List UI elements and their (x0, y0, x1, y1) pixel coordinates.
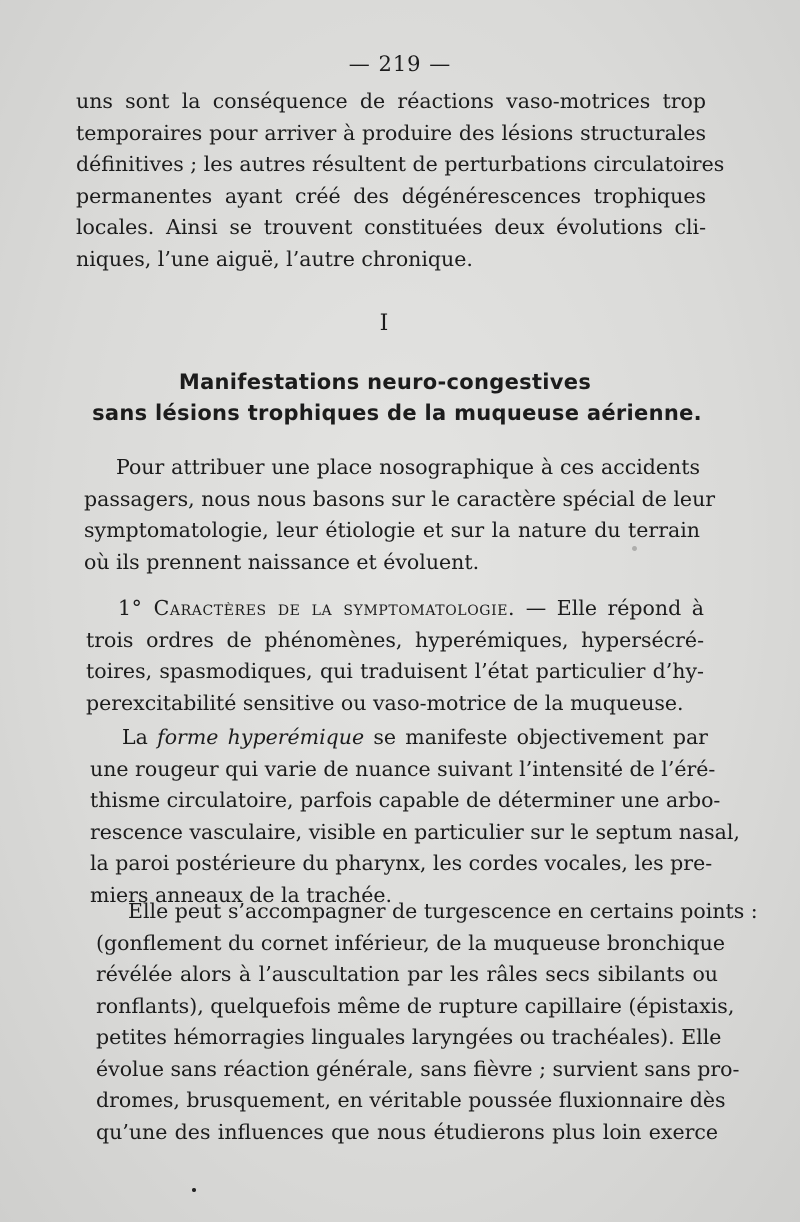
text-line: toires, spasmodiques, qui traduisent l’état particulier d’hy- (86, 659, 704, 683)
text-line: miers anneaux de la trachée. (90, 882, 393, 907)
text-line: temporaires pour arriver à produire des lésions structurales (76, 120, 706, 145)
text-line: où ils prennent naissance et évoluent. (84, 549, 480, 574)
section-title-line-1: Manifestations neuro-congestives (178, 370, 592, 394)
text-line: Elle peut s’accompagner de turgescence en certains points : (128, 899, 758, 923)
text-line: dromes, brusquement, en véritable poussée fluxionnaire dès (96, 1088, 726, 1112)
text-line: niques, l’une aiguë, l’autre chronique. (76, 246, 473, 271)
ink-spot (192, 1188, 196, 1192)
paragraph-nosography (84, 452, 716, 578)
intro-paragraph (76, 86, 725, 275)
text-line: passagers, nous nous basons sur le caractère spécial de leur (84, 486, 716, 511)
text-line: rescence vasculaire, visible en particulier sur le septum nasal, (90, 819, 740, 844)
text-line: thisme circulatoire, parfois capable de déterminer une arbo- (90, 788, 721, 812)
subsection-heading: 1° Caractères de la symptomatologie. (118, 596, 516, 620)
text-line: définitives ; les autres résultent de perturbations circulatoires (76, 152, 725, 176)
text-line (90, 722, 708, 754)
text-line: qu’une des influences que nous étudierons plus loin exerce (96, 1119, 718, 1144)
text-line: uns sont la conséquence de réactions vaso-motrices trop (76, 89, 706, 113)
text-line: locales. Ainsi se trouvent constituées deux évolutions cli- (76, 215, 706, 239)
text-line (86, 593, 704, 625)
section-numeral: I (379, 311, 389, 336)
text-line: Pour attribuer une place nosographique à ces accidents (116, 455, 700, 479)
text-line: ronflants), quelquefois même de rupture capillaire (épistaxis, (96, 993, 735, 1018)
text-line: symptomatologie, leur étiologie et sur la nature du terrain (84, 518, 700, 542)
section-title-line-2: sans lésions trophiques de la muqueuse aérienne. (92, 401, 702, 425)
page-number: — 219 — (348, 52, 452, 76)
paragraph-hyperemic-form (90, 722, 740, 911)
paragraph-symptomatology (86, 593, 704, 719)
text-line: petites hémorragies linguales laryngées ou trachéales). Elle (96, 1025, 722, 1049)
paragraph-turgescence (96, 896, 758, 1148)
text-line: (gonflement du cornet inférieur, de la muqueuse bronchique (96, 930, 726, 955)
text-line: trois ordres de phénomènes, hyperémiques, hypersécré- (86, 627, 704, 652)
text-fragment: — Elle répond à (515, 596, 704, 620)
ink-spot (632, 546, 637, 551)
text-line: la paroi postérieure du pharynx, les cordes vocales, les pre- (90, 851, 713, 875)
text-fragment: La (122, 725, 158, 749)
text-line: perexcitabilité sensitive ou vaso-motrice de la muqueuse. (86, 690, 684, 715)
text-line: révélée alors à l’auscultation par les râles secs sibilants ou (96, 962, 718, 986)
italic-term: forme hyperémique (157, 725, 365, 749)
text-line: permanentes ayant créé des dégénérescences trophiques (76, 183, 706, 208)
text-line: évolue sans réaction générale, sans fièvre ; survient sans pro- (96, 1056, 740, 1081)
text-fragment: se manifeste objectivement par (364, 725, 708, 749)
text-line: une rougeur qui varie de nuance suivant l’intensité de l’éré- (90, 756, 716, 781)
